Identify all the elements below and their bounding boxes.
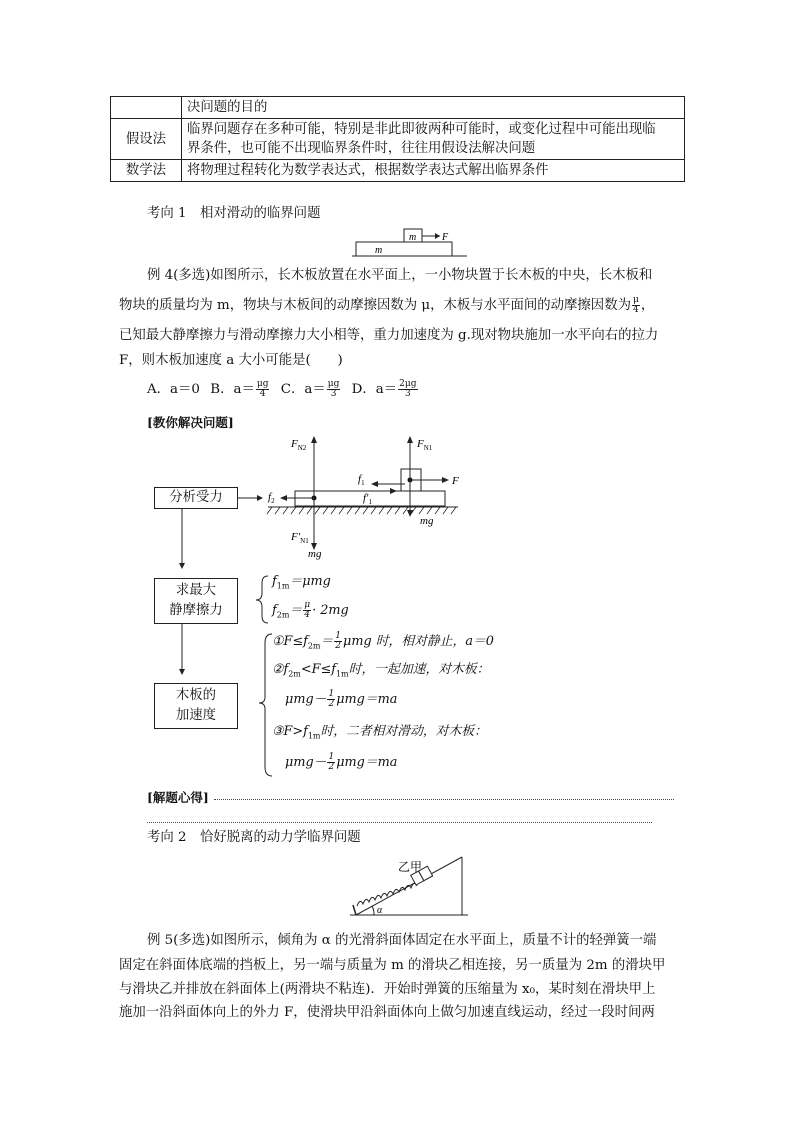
- label-fn1-prime: $F'_{N1}$: [291, 531, 309, 545]
- box-line: 加速度: [175, 708, 217, 723]
- option-b: B．a＝ $\frac{\mu g}{4}$: [210, 379, 269, 399]
- example4-line2: 物块的质量均为 m，物块与木板间的动摩擦因数为 μ，木板与水平面间的动摩擦因数为 $\frac{\mu}{4}$ ，: [119, 295, 655, 315]
- option-a: A．a＝0: [147, 382, 200, 397]
- table-cell-name: 数学法: [111, 160, 182, 182]
- example5-line1: 例 5(多选)如图所示，倾角为 α 的光滑斜面体固定在水平面上，质量不计的轻弹簧一端: [147, 933, 657, 948]
- table-cell-desc-line: 界条件，也可能不出现临界条件时，往往用假设法解决问题: [187, 141, 536, 156]
- fig2-angle-label: α: [377, 905, 383, 916]
- example5-line4: 施加一沿斜面体向上的外力 F，使滑块甲沿斜面体向上做匀加速直线运动，经过一段时间两: [119, 1005, 655, 1020]
- example4-line4: F，则木板加速度 a 大小可能是( ): [119, 353, 343, 368]
- fraction: $\frac{2\mu g}{3}$: [399, 379, 417, 399]
- option-d: D．a＝ $\frac{2\mu g}{3}$: [351, 379, 417, 399]
- tag-experience: [解题心得]: [147, 790, 209, 805]
- eq-case2-formula: μmg－ $\frac{1}{2}$ μmg＝ma: [285, 689, 398, 709]
- label-fn1: $F_{N1}$: [417, 438, 433, 452]
- fig1-force-label: F: [442, 232, 449, 243]
- eq-f1m: $f_{1m}=\mu mg$: [272, 574, 331, 591]
- eq-case3: $③F>f_{1m}$时，二者相对滑动，对木板：: [272, 724, 487, 741]
- fraction: $\frac{\mu}{4}$: [304, 600, 311, 620]
- fig1-block-label: m: [409, 232, 417, 243]
- fraction: $\frac{1}{2}$: [335, 631, 342, 651]
- box-line: 木板的: [175, 688, 217, 703]
- fraction: $\frac{1}{2}$: [328, 752, 335, 772]
- fraction: $\frac{\mu g}{3}$: [327, 379, 340, 399]
- tag-solve: [教你解决问题]: [147, 415, 234, 430]
- eq-case2: $②f_{2m}<F\le f_{1m}$时，一起加速，对木板：: [272, 662, 490, 679]
- eq-f2m: $f_{2m}=$ $\frac{\mu}{4}$ · 2mg: [272, 600, 349, 620]
- example4-line1: 例 4(多选)如图所示，长木板放置在水平面上，一小物块置于长木板的中央，长木板和: [147, 268, 653, 283]
- label-mg-board: mg: [308, 548, 322, 560]
- example4-line3: 已知最大静摩擦力与滑动摩擦力大小相等，重力加速度为 g.现对物块施加一水平向右的拉力: [119, 328, 659, 343]
- label-f1: $f_1$: [358, 473, 365, 487]
- label-fn2: $F_{N2}$: [291, 438, 307, 452]
- box-line: 静摩擦力: [169, 603, 223, 618]
- example4-line2-text: 物块的质量均为 m，物块与木板间的动摩擦因数为 μ，木板与水平面间的动摩擦因数为: [119, 298, 631, 313]
- example5-line3: 与滑块乙并排放在斜面体上(两滑块不粘连)．开始时弹簧的压缩量为 x₀，某时刻在滑块甲上: [119, 982, 656, 997]
- box-line: 求最大: [175, 583, 217, 598]
- option-c: C．a＝ $\frac{\mu g}{3}$: [280, 379, 340, 399]
- fraction: $\frac{\mu}{4}$: [632, 295, 639, 315]
- label-force-f: F: [452, 475, 459, 487]
- fraction: $\frac{\mu g}{4}$: [256, 379, 269, 399]
- section2-heading: 考向 2 恰好脱离的动力学临界问题: [147, 830, 361, 845]
- table-cell-desc: 将物理过程转化为数学表达式，根据数学表达式解出临界条件: [182, 160, 685, 182]
- table-cell-name: 假设法: [111, 119, 182, 160]
- fig2-block-labels: 乙甲: [398, 860, 423, 874]
- eq-case3-formula: μmg－ $\frac{1}{2}$ μmg＝ma: [285, 752, 398, 772]
- label-mg-block: mg: [420, 515, 434, 527]
- fig1-board-label: m: [375, 245, 383, 256]
- example5-line2: 固定在斜面体底端的挡板上，另一端与质量为 m 的滑块乙相连接，另一质量为 2m 的滑块甲: [119, 958, 666, 973]
- section1-heading: 考向 1 相对滑动的临界问题: [147, 206, 321, 221]
- label-f1-prime: $f'_1$: [363, 492, 372, 506]
- table-cell-desc-line: 临界问题存在多种可能，特别是非此即彼两种可能时，或变化过程中可能出现临: [187, 122, 656, 137]
- fraction: $\frac{1}{2}$: [328, 689, 335, 709]
- box-analyze-forces: 分析受力: [154, 487, 238, 509]
- eq-case1: $①F\le f_{2m}=$ $\frac{1}{2}$ μmg 时，相对静止，a＝0: [272, 631, 494, 651]
- table-cell-desc: 决问题的目的: [182, 97, 685, 119]
- label-f2: $f_2$: [268, 491, 275, 505]
